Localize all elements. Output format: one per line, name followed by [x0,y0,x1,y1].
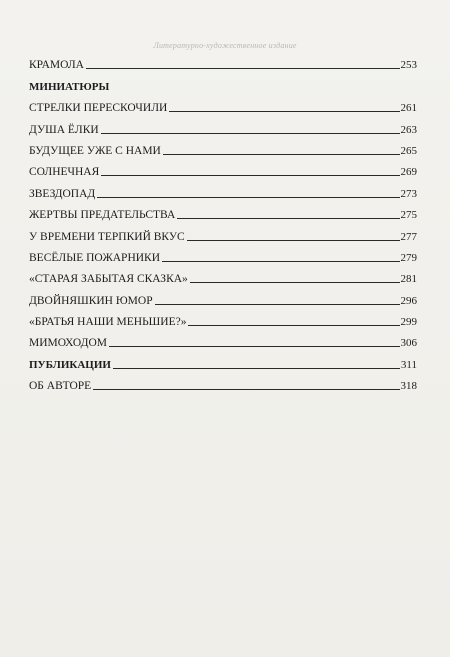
toc-entry [29,244,417,265]
toc-entry [29,51,417,72]
dot-leader [162,261,399,262]
dot-leader [97,197,399,198]
toc-entry-title: ДУША ЁЛКИ [29,123,99,136]
toc-entry-title: «БРАТЬЯ НАШИ МЕНЬШИЕ?» [29,316,187,329]
dot-leader [177,218,399,219]
toc-section-title: МИНИАТЮРЫ [29,80,110,93]
toc-entry-page: 253 [400,59,417,72]
dot-leader [93,389,399,390]
toc-entry [29,201,417,222]
toc-section-heading [29,72,417,93]
dot-leader [109,346,400,347]
toc-section-entry [29,350,417,371]
toc-entry [29,94,417,115]
running-head: Литературно-художественное издание [153,41,297,50]
toc-entry-page: 299 [400,316,417,329]
toc-entry-page: 261 [400,102,417,115]
toc-entry-title: ОБ АВТОРЕ [29,380,92,393]
toc-entry-title: «СТАРАЯ ЗАБЫТАЯ СКАЗКА» [29,273,188,286]
toc-entry-page: 306 [400,337,417,350]
toc-entry-title: У ВРЕМЕНИ ТЕРПКИЙ ВКУС [29,230,185,243]
toc-entry-title: БУДУЩЕЕ УЖЕ С НАМИ [29,144,161,157]
toc-entry [29,222,417,243]
dot-leader [188,325,399,326]
toc-entry-page: 279 [400,251,417,264]
dot-leader [86,68,400,69]
toc-entry-title: МИМОХОДОМ [29,337,107,350]
toc-entry-page: 318 [400,380,417,393]
dot-leader [163,154,400,155]
toc-entry [29,308,417,329]
dot-leader [101,175,399,176]
toc-entry [29,179,417,200]
dot-leader [169,111,399,112]
toc-entry-page: 273 [400,187,417,200]
toc-entry-title: СОЛНЕЧНАЯ [29,166,100,179]
toc-entry [29,372,417,393]
dot-leader [155,304,400,305]
toc-entry [29,329,417,350]
toc-entry-title: ВЕСЁЛЫЕ ПОЖАРНИКИ [29,251,161,264]
toc-entry-title: СТРЕЛКИ ПЕРЕСКОЧИЛИ [29,102,168,115]
toc-entry [29,158,417,179]
toc-entry-page: 296 [400,294,417,307]
toc-entry-title: КРАМОЛА [29,59,84,72]
toc-entry-page: 311 [400,358,417,371]
toc-entry-page: 269 [400,166,417,179]
toc-entry-page: 263 [400,123,417,136]
table-of-contents [29,51,417,393]
toc-entry-title: ЗВЕЗДОПАД [29,187,96,200]
toc-entry [29,286,417,307]
toc-entry-title: ДВОЙНЯШКИН ЮМОР [29,294,153,307]
dot-leader [190,282,400,283]
toc-entry-page: 277 [400,230,417,243]
toc-entry [29,115,417,136]
dot-leader [113,368,400,369]
toc-section-title: ПУБЛИКАЦИИ [29,358,111,371]
toc-entry-title: ЖЕРТВЫ ПРЕДАТЕЛЬСТВА [29,209,176,222]
dot-leader [101,133,400,134]
dot-leader [187,240,400,241]
toc-entry-page: 275 [400,209,417,222]
toc-entry [29,265,417,286]
toc-entry-page: 265 [400,144,417,157]
toc-entry-page: 281 [400,273,417,286]
toc-entry [29,137,417,158]
